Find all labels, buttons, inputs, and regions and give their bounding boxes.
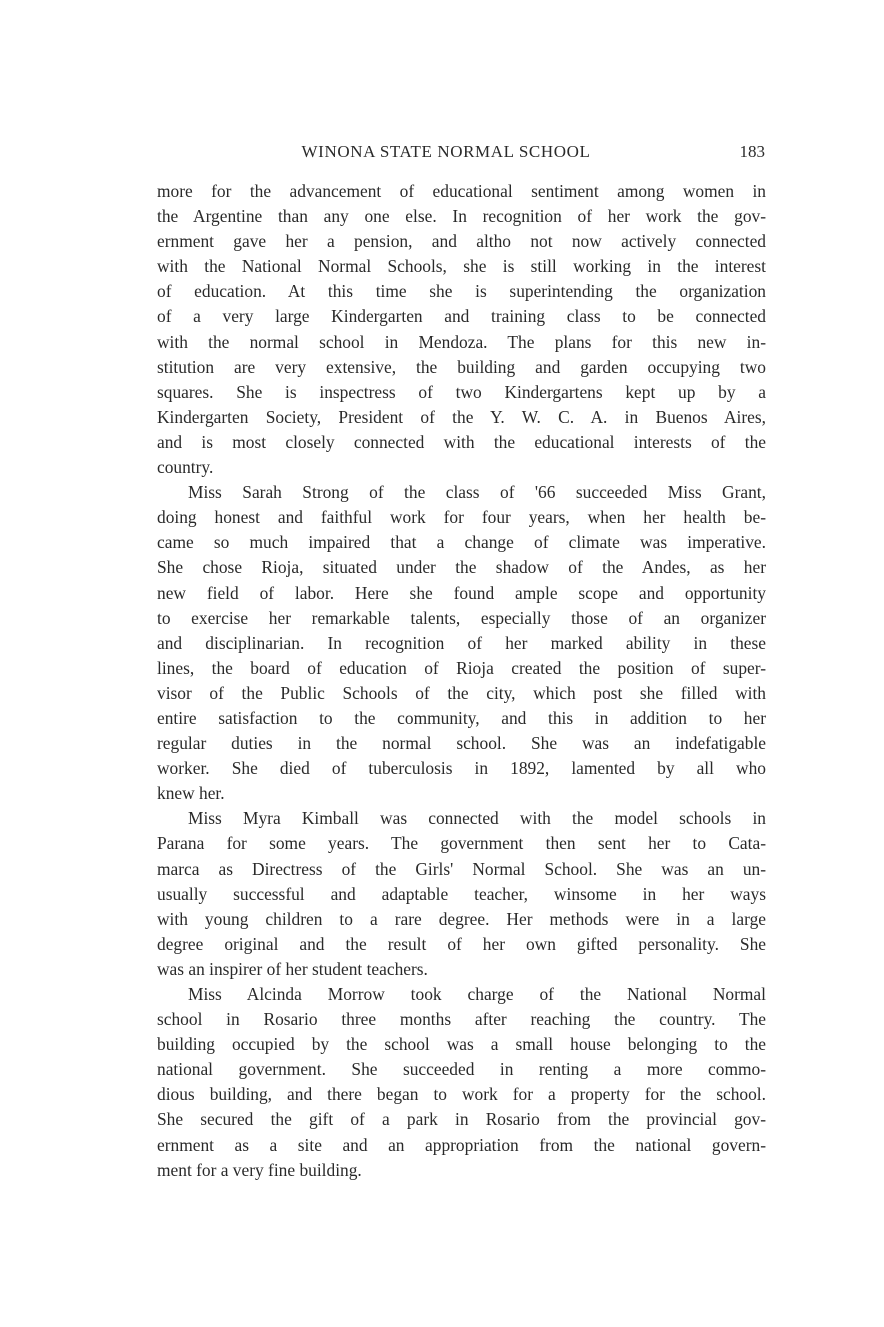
text-line: new field of labor. Here she found ample scope and opportunity — [157, 582, 766, 603]
paragraph — [157, 806, 766, 982]
text-line: country. — [157, 457, 214, 478]
text-line: ernment gave her a pension, and altho not now actively connected — [157, 231, 766, 252]
text-line: worker. She died of tuberculosis in 1892, lamented by all who — [157, 758, 766, 779]
text-line: Miss Alcinda Morrow took charge of the National Normal — [188, 984, 766, 1004]
text-line: regular duties in the normal school. She was an indefatigable — [157, 733, 766, 754]
text-line: squares. She is inspectress of two Kindergartens kept up by a — [157, 381, 766, 402]
text-line: the Argentine than any one else. In recognition of her work the gov- — [157, 206, 766, 227]
body-text — [157, 179, 766, 1183]
text-line: Kindergarten Society, President of the Y. W. C. A. in Buenos Aires, — [157, 406, 766, 427]
text-line: with young children to a rare degree. Her methods were in a large — [157, 908, 766, 929]
text-line: of a very large Kindergarten and training class to be connected — [157, 306, 766, 327]
text-line: entire satisfaction to the community, and this in addition to her — [157, 707, 766, 728]
text-line: visor of the Public Schools of the city, which post she filled with — [157, 682, 766, 703]
text-line: school in Rosario three months after reaching the country. The — [157, 1009, 766, 1030]
text-line: of education. At this time she is superintending the organization — [157, 281, 766, 302]
text-line: building occupied by the school was a small house belonging to the — [157, 1034, 766, 1055]
text-line: She secured the gift of a park in Rosario from the provincial gov- — [157, 1109, 766, 1130]
text-line: She chose Rioja, situated under the shadow of the Andes, as her — [157, 557, 766, 578]
text-line: doing honest and faithful work for four years, when her health be- — [157, 507, 766, 528]
text-line: Parana for some years. The government then sent her to Cata- — [157, 833, 766, 854]
text-line: to exercise her remarkable talents, especially those of an organizer — [157, 607, 766, 628]
text-line: stitution are very extensive, the building and garden occupying two — [157, 356, 766, 377]
text-line: lines, the board of education of Rioja created the position of super- — [157, 657, 766, 678]
page-number: 183 — [739, 142, 765, 161]
text-line: more for the advancement of educational sentiment among women in — [157, 181, 766, 201]
text-line: ernment as a site and an appropriation from the national govern- — [157, 1134, 766, 1155]
paragraph — [157, 480, 766, 806]
text-line: knew her. — [157, 783, 225, 804]
text-line: with the National Normal Schools, she is still working in the interest — [157, 256, 766, 277]
text-line: degree original and the result of her own gifted personality. She — [157, 933, 766, 954]
text-line: usually successful and adaptable teacher, winsome in her ways — [157, 883, 766, 904]
text-line: ment for a very fine building. — [157, 1159, 362, 1180]
text-line: Miss Myra Kimball was connected with the model schools in — [188, 808, 766, 829]
text-line: came so much impaired that a change of climate was imperative. — [157, 532, 766, 553]
text-line: Miss Sarah Strong of the class of '66 succeeded Miss Grant, — [188, 482, 766, 503]
paragraph — [157, 179, 766, 480]
text-line: marca as Directress of the Girls' Normal School. She was an un- — [157, 858, 766, 879]
text-line: and is most closely connected with the educational interests of the — [157, 431, 766, 452]
paragraph — [157, 982, 766, 1183]
text-line: and disciplinarian. In recognition of her marked ability in these — [157, 632, 766, 653]
text-line: with the normal school in Mendoza. The plans for this new in- — [157, 331, 766, 352]
text-line: national government. She succeeded in renting a more commo- — [157, 1059, 766, 1080]
running-title: WINONA STATE NORMAL SCHOOL — [301, 142, 591, 161]
text-line: was an inspirer of her student teachers. — [157, 958, 428, 979]
text-line: dious building, and there began to work for a property for the school. — [157, 1084, 766, 1105]
running-header — [0, 140, 884, 164]
